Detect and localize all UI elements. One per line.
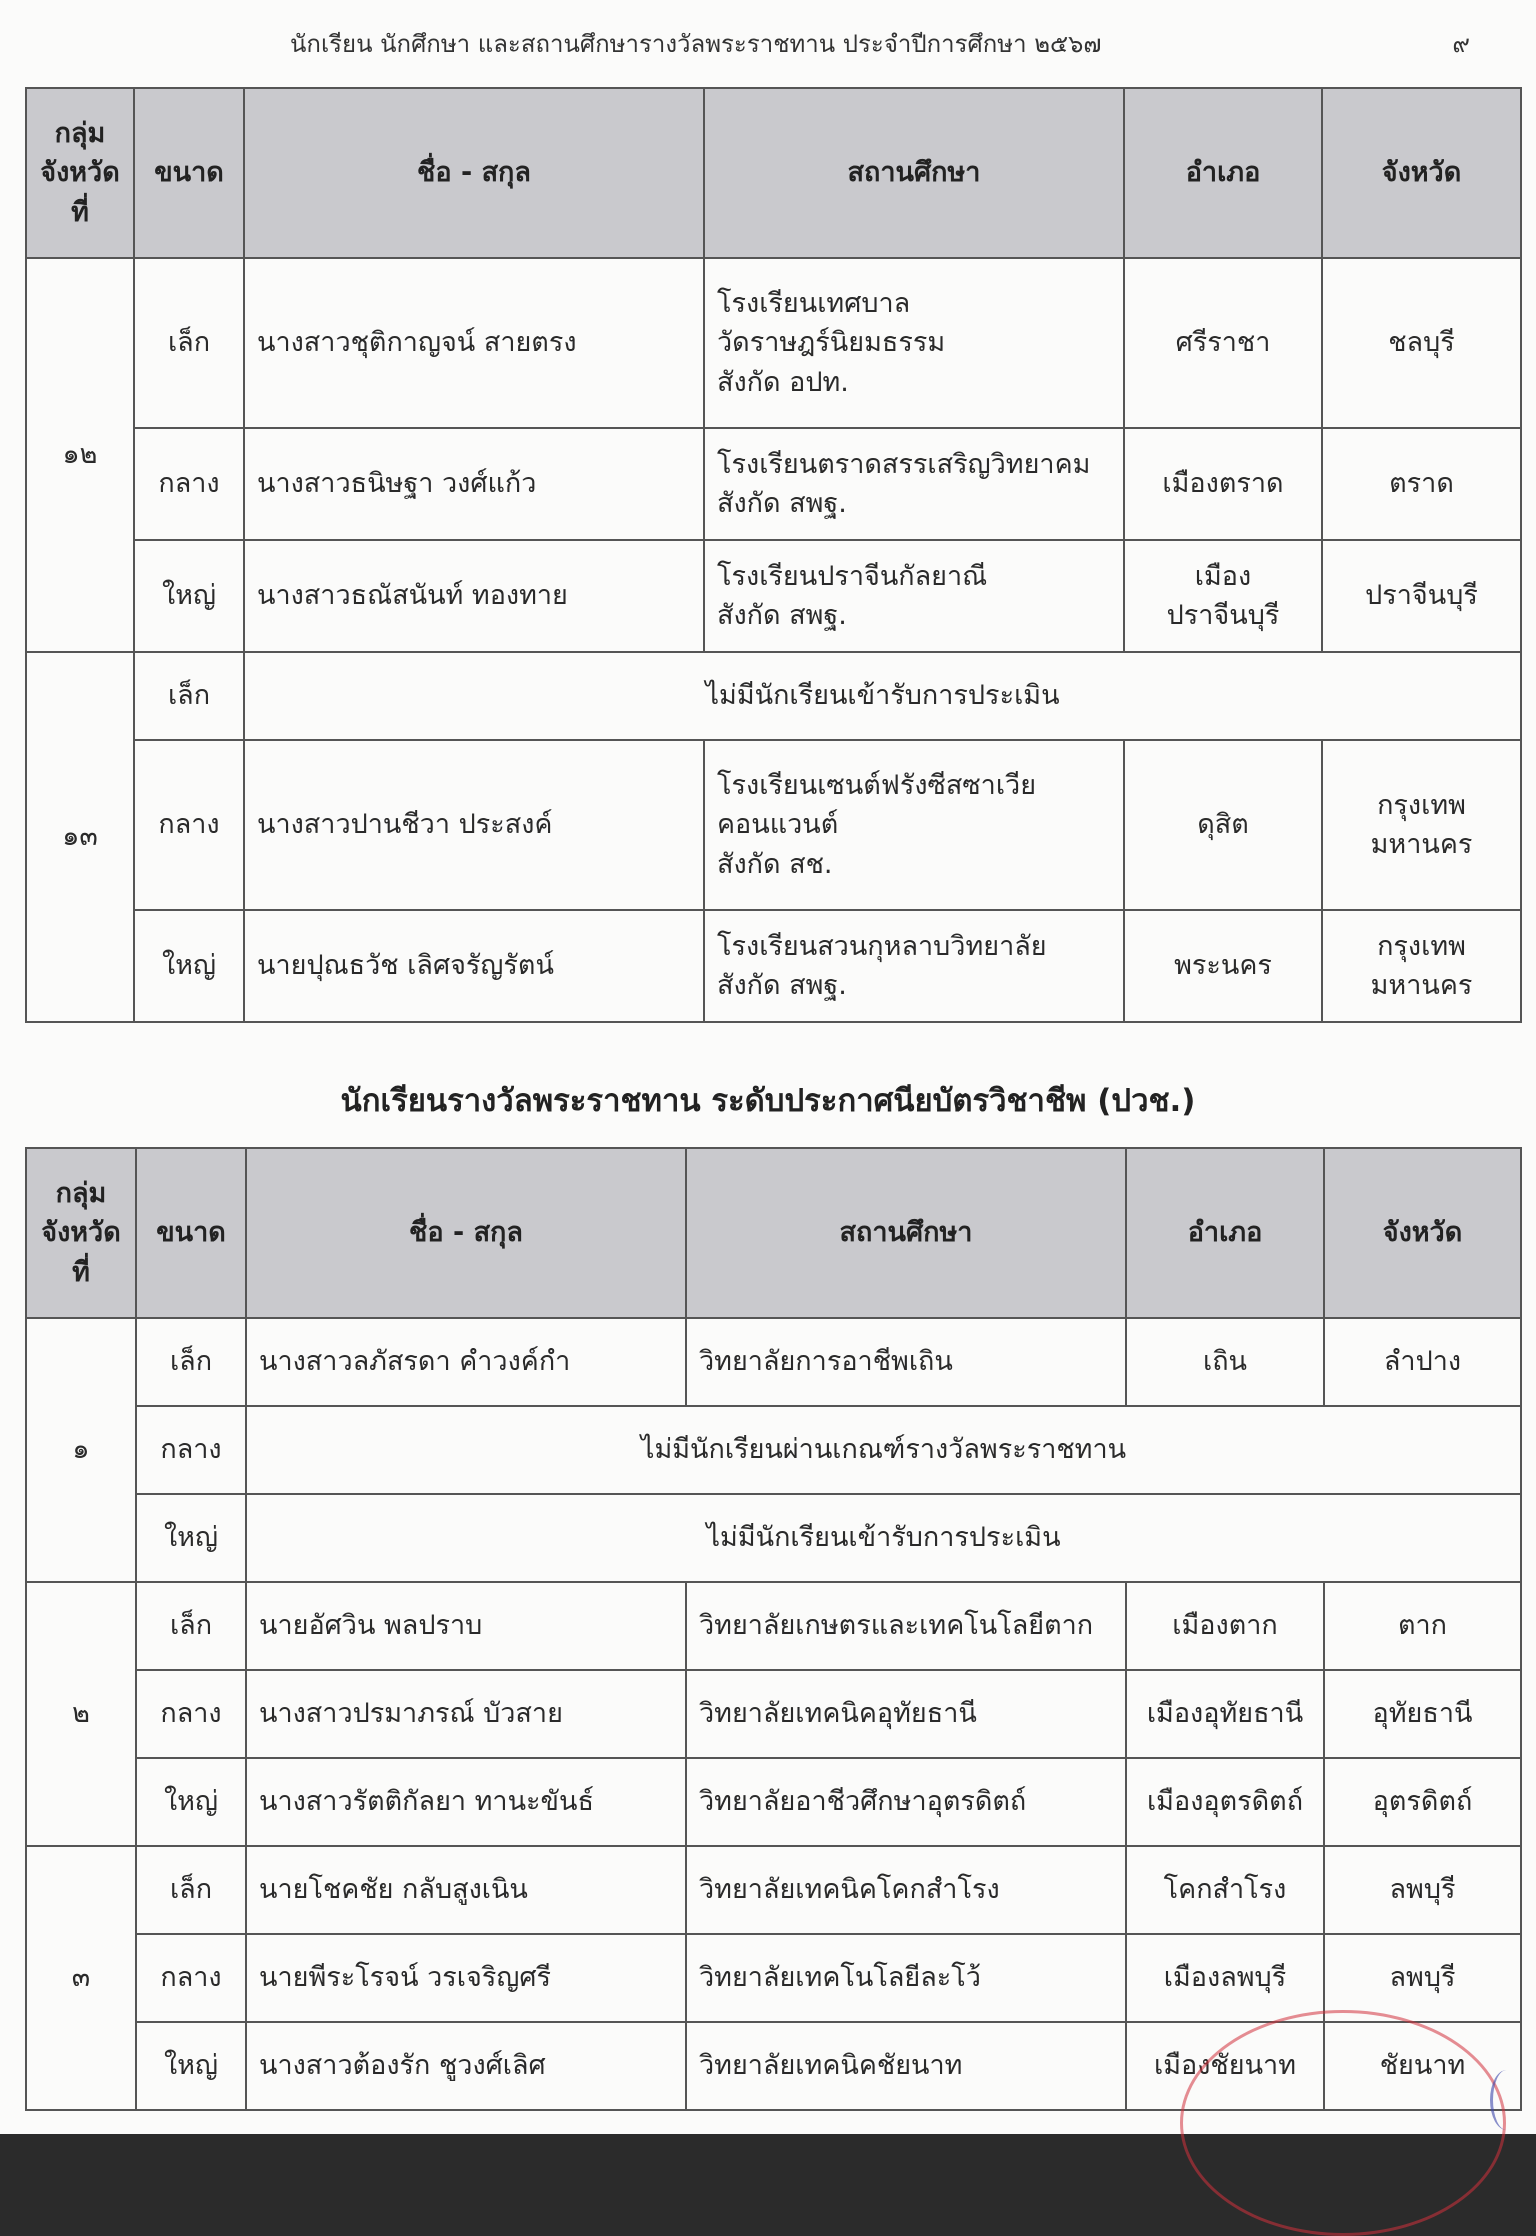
group-cell: ๑ — [26, 1318, 136, 1582]
district-cell: เถิน — [1126, 1318, 1324, 1406]
size-cell: กลาง — [134, 740, 244, 910]
page-header — [290, 24, 1470, 63]
size-cell: เล็ก — [134, 652, 244, 740]
section-title: นักเรียนรางวัลพระราชทาน ระดับประกาศนียบัตรวิชาชีพ (ปวช.) — [340, 1083, 1196, 1119]
size-cell: ใหญ่ — [134, 910, 244, 1022]
name-cell: นายปุณธวัช เลิศจรัญรัตน์ — [244, 910, 704, 1022]
district-cell: ดุสิต — [1124, 740, 1322, 910]
district-cell: เมือง ปราจีนบุรี — [1124, 540, 1322, 652]
district-cell: เมืองอุตรดิตถ์ — [1126, 1758, 1324, 1846]
district-cell: เมืองตาก — [1126, 1582, 1324, 1670]
table-row — [26, 1494, 1521, 1582]
table-header-row — [26, 88, 1521, 258]
size-cell: เล็ก — [136, 1846, 246, 1934]
province-cell: อุตรดิตถ์ — [1324, 1758, 1521, 1846]
table-row — [26, 1318, 1521, 1406]
header-school: สถานศึกษา — [704, 88, 1124, 258]
size-cell: ใหญ่ — [134, 540, 244, 652]
page-number: ๙ — [1452, 30, 1470, 58]
province-cell: กรุงเทพ มหานคร — [1322, 740, 1521, 910]
school-cell: วิทยาลัยเทคโนโลยีละโว้ — [686, 1934, 1126, 2022]
province-cell: ชัยนาท — [1324, 2022, 1521, 2110]
size-cell: ใหญ่ — [136, 1758, 246, 1846]
name-cell: นางสาวต้องรัก ชูวงศ์เลิศ — [246, 2022, 686, 2110]
name-cell: นายพีระโรจน์ วรเจริญศรี — [246, 1934, 686, 2022]
school-cell: วิทยาลัยเทคนิคอุทัยธานี — [686, 1670, 1126, 1758]
school-cell: วิทยาลัยเทคนิคโคกสำโรง — [686, 1846, 1126, 1934]
group-cell: ๑๒ — [26, 258, 134, 652]
table-row — [26, 1758, 1521, 1846]
header-district: อำเภอ — [1124, 88, 1322, 258]
province-cell: ปราจีนบุรี — [1322, 540, 1521, 652]
name-cell: นายอัศวิน พลปราบ — [246, 1582, 686, 1670]
table-row — [26, 1670, 1521, 1758]
school-cell: โรงเรียนปราจีนกัลยาณี สังกัด สพฐ. — [704, 540, 1124, 652]
table-row — [26, 540, 1521, 652]
table-header-row — [26, 1148, 1521, 1318]
size-cell: กลาง — [136, 1406, 246, 1494]
school-cell: วิทยาลัยการอาชีพเถิน — [686, 1318, 1126, 1406]
district-cell: โคกสำโรง — [1126, 1846, 1324, 1934]
province-cell: อุทัยธานี — [1324, 1670, 1521, 1758]
header-size: ขนาด — [134, 88, 244, 258]
province-cell: ลพบุรี — [1324, 1846, 1521, 1934]
header-group: กลุ่ม จังหวัด ที่ — [26, 1148, 136, 1318]
header-text: นักเรียน นักศึกษา และสถานศึกษารางวัลพระราชทาน ประจำปีการศึกษา ๒๕๖๗ — [290, 30, 1102, 58]
table-2-body — [26, 1318, 1521, 2110]
header-province: จังหวัด — [1324, 1148, 1521, 1318]
note-cell: ไม่มีนักเรียนเข้ารับการประเมิน — [246, 1494, 1521, 1582]
header-school: สถานศึกษา — [686, 1148, 1126, 1318]
table-1-body — [26, 258, 1521, 1022]
district-cell: เมืองชัยนาท — [1126, 2022, 1324, 2110]
table-row — [26, 652, 1521, 740]
header-district: อำเภอ — [1126, 1148, 1324, 1318]
school-cell: วิทยาลัยเทคนิคชัยนาท — [686, 2022, 1126, 2110]
district-cell: ศรีราชา — [1124, 258, 1322, 428]
size-cell: เล็ก — [136, 1318, 246, 1406]
size-cell: ใหญ่ — [136, 1494, 246, 1582]
group-cell: ๓ — [26, 1846, 136, 2110]
province-cell: กรุงเทพ มหานคร — [1322, 910, 1521, 1022]
name-cell: นางสาวปรมาภรณ์ บัวสาย — [246, 1670, 686, 1758]
district-cell: พระนคร — [1124, 910, 1322, 1022]
name-cell: นางสาวลภัสรดา คำวงค์กำ — [246, 1318, 686, 1406]
district-cell: เมืองอุทัยธานี — [1126, 1670, 1324, 1758]
ink-mark — [1490, 2070, 1523, 2130]
table-row — [26, 1582, 1521, 1670]
size-cell: เล็ก — [134, 258, 244, 428]
awards-table-2 — [25, 1147, 1522, 2111]
size-cell: กลาง — [136, 1934, 246, 2022]
name-cell: นางสาวธนิษฐา วงศ์แก้ว — [244, 428, 704, 540]
province-cell: ตราด — [1322, 428, 1521, 540]
district-cell: เมืองตราด — [1124, 428, 1322, 540]
note-cell: ไม่มีนักเรียนผ่านเกณฑ์รางวัลพระราชทาน — [246, 1406, 1521, 1494]
school-cell: วิทยาลัยเกษตรและเทคโนโลยีตาก — [686, 1582, 1126, 1670]
size-cell: กลาง — [134, 428, 244, 540]
province-cell: ตาก — [1324, 1582, 1521, 1670]
official-stamp — [1180, 2010, 1506, 2236]
school-cell: โรงเรียนเทศบาล วัดราษฎร์นิยมธรรม สังกัด อปท. — [704, 258, 1124, 428]
group-cell: ๑๓ — [26, 652, 134, 1022]
note-cell: ไม่มีนักเรียนเข้ารับการประเมิน — [244, 652, 1521, 740]
header-province: จังหวัด — [1322, 88, 1521, 258]
group-cell: ๒ — [26, 1582, 136, 1846]
school-cell: โรงเรียนสวนกุหลาบวิทยาลัย สังกัด สพฐ. — [704, 910, 1124, 1022]
table-row — [26, 428, 1521, 540]
table-row — [26, 1934, 1521, 2022]
district-cell: เมืองลพบุรี — [1126, 1934, 1324, 2022]
table-row — [26, 258, 1521, 428]
table-row — [26, 910, 1521, 1022]
size-cell: เล็ก — [136, 1582, 246, 1670]
size-cell: กลาง — [136, 1670, 246, 1758]
name-cell: นางสาวธณัสนันท์ ทองทาย — [244, 540, 704, 652]
table-row — [26, 1846, 1521, 1934]
table-row — [26, 740, 1521, 910]
size-cell: ใหญ่ — [136, 2022, 246, 2110]
table-row — [26, 1406, 1521, 1494]
province-cell: ลำปาง — [1324, 1318, 1521, 1406]
province-cell: ชลบุรี — [1322, 258, 1521, 428]
school-cell: วิทยาลัยอาชีวศึกษาอุตรดิตถ์ — [686, 1758, 1126, 1846]
awards-table-1 — [25, 87, 1522, 1023]
name-cell: นางสาวรัตติกัลยา ทานะขันธ์ — [246, 1758, 686, 1846]
header-size: ขนาด — [136, 1148, 246, 1318]
name-cell: นางสาวชุติกาญจน์ สายตรง — [244, 258, 704, 428]
header-name: ชื่อ - สกุล — [246, 1148, 686, 1318]
name-cell: นางสาวปานชีวา ประสงค์ — [244, 740, 704, 910]
name-cell: นายโชคชัย กลับสูงเนิน — [246, 1846, 686, 1934]
header-group: กลุ่ม จังหวัด ที่ — [26, 88, 134, 258]
header-name: ชื่อ - สกุล — [244, 88, 704, 258]
school-cell: โรงเรียนเซนต์ฟรังซีสซาเวีย คอนแวนต์ สังกัด สช. — [704, 740, 1124, 910]
province-cell: ลพบุรี — [1324, 1934, 1521, 2022]
school-cell: โรงเรียนตราดสรรเสริญวิทยาคม สังกัด สพฐ. — [704, 428, 1124, 540]
